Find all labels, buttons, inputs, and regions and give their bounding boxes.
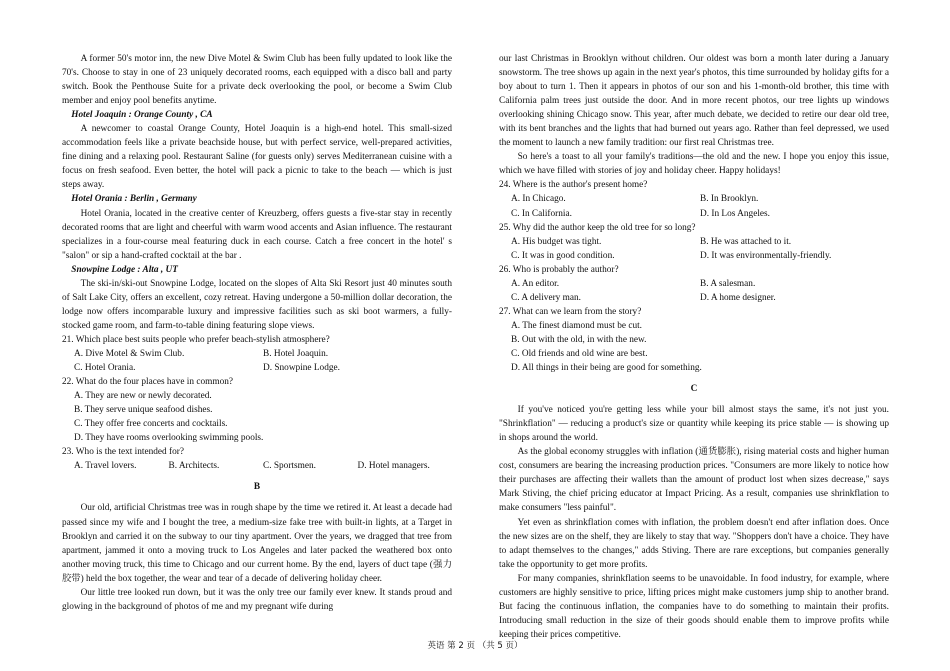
hotel-orania-text: Hotel Orania, located in the creative center of Kreuzberg, offers guests a five-star stay in recently decorated rooms that are light and cheerful with warm wood accents and Asian influence. The restaurant specializes in a four-course meal featuring duck in each course. Catch a free concert in the hotel' s "salon" or sip a hand-crafted cocktail at the bar . — [62, 208, 452, 261]
question-21: 21. Which place best suits people who prefer beach-stylish atmosphere? — [62, 334, 330, 345]
passage-a-intro: A former 50's motor inn, the new Dive Motel & Swim Club has been fully updated to look like the 70's. Choose to stay in one of 23 uniquely decorated rooms, each equipped with a disco ball and party switch. Book the Penthouse Suite for a private deck overlooking the pool, or become a Swim Club member and enjoy pool benefits anytime. — [62, 54, 452, 107]
option-24c: C. In California. — [511, 208, 572, 219]
option-21c: C. Hotel Orania. — [74, 363, 136, 374]
option-22a: A. They are new or newly decorated. — [74, 391, 212, 402]
question-22-options — [62, 389, 452, 445]
question-25-options — [499, 235, 889, 263]
option-27d: D. All things in their being are good for something. — [511, 363, 702, 374]
passage-c-paragraph-4: For many companies, shrinkflation seems to be unavoidable. In food industry, for example, where customers are highly sensitive to price, lifting prices might make customers jump ship to another brand. But facing the continuous inflation, the companies have to do something to maintain their profits. Introducing small reduction in the size of their goods should enable them to improve profits while keeping their prices competitive. — [499, 573, 889, 640]
passage-c-paragraph-2: As the global economy struggles with inflation (通货膨胀), rising material costs and higher human cost, consumers are bearing the increasing production prices. "Consumers are more likely to notice how their purchases are affecting their wallets than the amount of product lost when sizes decrease," says Mark Stiving, the chief pricing educator at Impact Pricing. As a result, companies use shrinkflation to make consumers "less painful". — [499, 447, 889, 514]
option-26a: A. An editor. — [511, 278, 560, 289]
option-21b: B. Hotel Joaquin. — [263, 348, 329, 359]
hotel-heading-orania: Hotel Orania : Berlin , Germany — [71, 194, 197, 205]
question-24: 24. Where is the author's present home? — [499, 180, 648, 191]
section-b-heading: B — [253, 482, 261, 493]
option-22c: C. They offer free concerts and cocktails. — [74, 419, 228, 430]
passage-b-paragraph-1: Our old, artificial Christmas tree was in rough shape by the time we retired it. At least a decade had passed since my wife and I bought the tree, a medium-size fake tree with built-in lights, at a Target in Brooklyn and carried it on the subway to our tiny apartment. Over the years, we dragged that tree from apartment, jammed it onto a moving truck to Los Angeles and later packed the weathered box onto another moving truck, this time to Chicago and our current home. By the end, layers of duct tape (强力胶带) held the box together, the wear and tear of a decade of delivering holiday cheer. — [62, 503, 452, 584]
option-24a: A. In Chicago. — [511, 194, 566, 205]
option-21d: D. Snowpine Lodge. — [263, 363, 340, 374]
option-23d: D. Hotel managers. — [357, 461, 430, 472]
option-26c: C. A delivery man. — [511, 292, 581, 303]
passage-b-paragraph-2-cont: our last Christmas in Brooklyn without children. Our oldest was born a month later during a January snowstorm. The tree shows up again in the next year's photos, this time surrounded by holiday gifts for a boy about to turn 1. Then it appears in photos of our son and his 1-month-old brother, this time with California palm trees just outside the door. And in more recent photos, our tree lights up windows overlooking shining Chicago snow. This year, after much debate, we decided to retire our dear old tree, with its bent branches and the lights that had burned out years ago. Rather than feel depressed, we used the moment to launch a new family tradition: our first real Christmas tree. — [499, 54, 889, 149]
option-27a: A. The finest diamond must be cut. — [511, 320, 642, 331]
option-24b: B. In Brooklyn. — [700, 194, 759, 205]
question-22: 22. What do the four places have in common? — [62, 377, 233, 388]
question-21-options — [62, 347, 452, 375]
hotel-heading-joaquin: Hotel Joaquin : Orange County , CA — [71, 110, 213, 121]
question-23: 23. Who is the text intended for? — [62, 447, 184, 458]
question-26-options — [499, 277, 889, 305]
option-26d: D. A home designer. — [700, 292, 776, 303]
section-c-heading: C — [690, 384, 698, 395]
passage-c-paragraph-3: Yet even as shrinkflation comes with inflation, the problem doesn't end after inflation does. Once the new sizes are on the shelf, they are likely to stay that way. "Shoppers don't have a choice. They have to adapt themselves to the changes," adds Stiving. There are rare exceptions, but companies generally take the opportunity to get more profits. — [499, 517, 889, 570]
option-23c: C. Sportsmen. — [263, 461, 316, 472]
left-column — [62, 52, 452, 614]
page-footer: 英语 第 2 页 （共 5 页） — [427, 641, 523, 651]
option-23a: A. Travel lovers. — [74, 461, 137, 472]
question-26: 26. Who is probably the author? — [499, 264, 619, 275]
option-25c: C. It was in good condition. — [511, 250, 615, 261]
passage-b-paragraph-3: So here's a toast to all your family's traditions—the old and the new. I hope you enjoy this issue, which we have filled with stories of joy and holiday cheer. Happy holidays! — [499, 152, 889, 177]
option-26b: B. A salesman. — [700, 278, 756, 289]
option-22b: B. They serve unique seafood dishes. — [74, 405, 213, 416]
option-21a: A. Dive Motel & Swim Club. — [74, 348, 185, 359]
question-25: 25. Why did the author keep the old tree for so long? — [499, 222, 696, 233]
passage-c-paragraph-1: If you've noticed you're getting less while your bill almost stays the same, it's not just you. "Shrinkflation" — reducing a product's size or quantity while keeping its price stable — is showing up in shops around the world. — [499, 405, 889, 444]
question-27-options — [499, 319, 889, 375]
option-25b: B. He was attached to it. — [700, 236, 792, 247]
hotel-heading-snowpine: Snowpine Lodge : Alta , UT — [71, 264, 178, 275]
question-27: 27. What can we learn from the story? — [499, 306, 642, 317]
option-27b: B. Out with the old, in with the new. — [511, 334, 647, 345]
option-24d: D. In Los Angeles. — [700, 208, 770, 219]
question-23-options — [62, 459, 452, 473]
passage-b-paragraph-2: Our little tree looked run down, but it was the only tree our family ever knew. It stands proud and glowing in the background of photos of me and my pregnant wife during — [62, 587, 452, 612]
question-24-options — [499, 192, 889, 220]
option-27c: C. Old friends and old wine are best. — [511, 348, 648, 359]
right-column — [499, 52, 889, 642]
option-25d: D. It was environmentally-friendly. — [700, 250, 832, 261]
option-22d: D. They have rooms overlooking swimming pools. — [74, 433, 264, 444]
hotel-joaquin-text: A newcomer to coastal Orange County, Hotel Joaquin is a high-end hotel. This small-sized accommodation feels like a private beachside house, but with perfect service, well-prepared activities, fine dining and a relaxing pool. Restaurant Saline (for guests only) serves Mediterranean cuisine with a focus on fresh seafood. Even better, the hotel will pack a picnic to take to the beach — which is just steps away. — [62, 124, 452, 191]
option-25a: A. His budget was tight. — [511, 236, 602, 247]
option-23b: B. Architects. — [168, 461, 220, 472]
snowpine-lodge-text: The ski-in/ski-out Snowpine Lodge, located on the slopes of Alta Ski Resort just 40 minutes south of Salt Lake City, offers an excellent, cozy retreat. Having undergone a 50-million dollar decoration, the lodge now offers incomparable luxury and impressive facilities such as ski boot warmers, a fully-stocked game room, and farm-to-table dining featuring slope views. — [62, 278, 452, 331]
